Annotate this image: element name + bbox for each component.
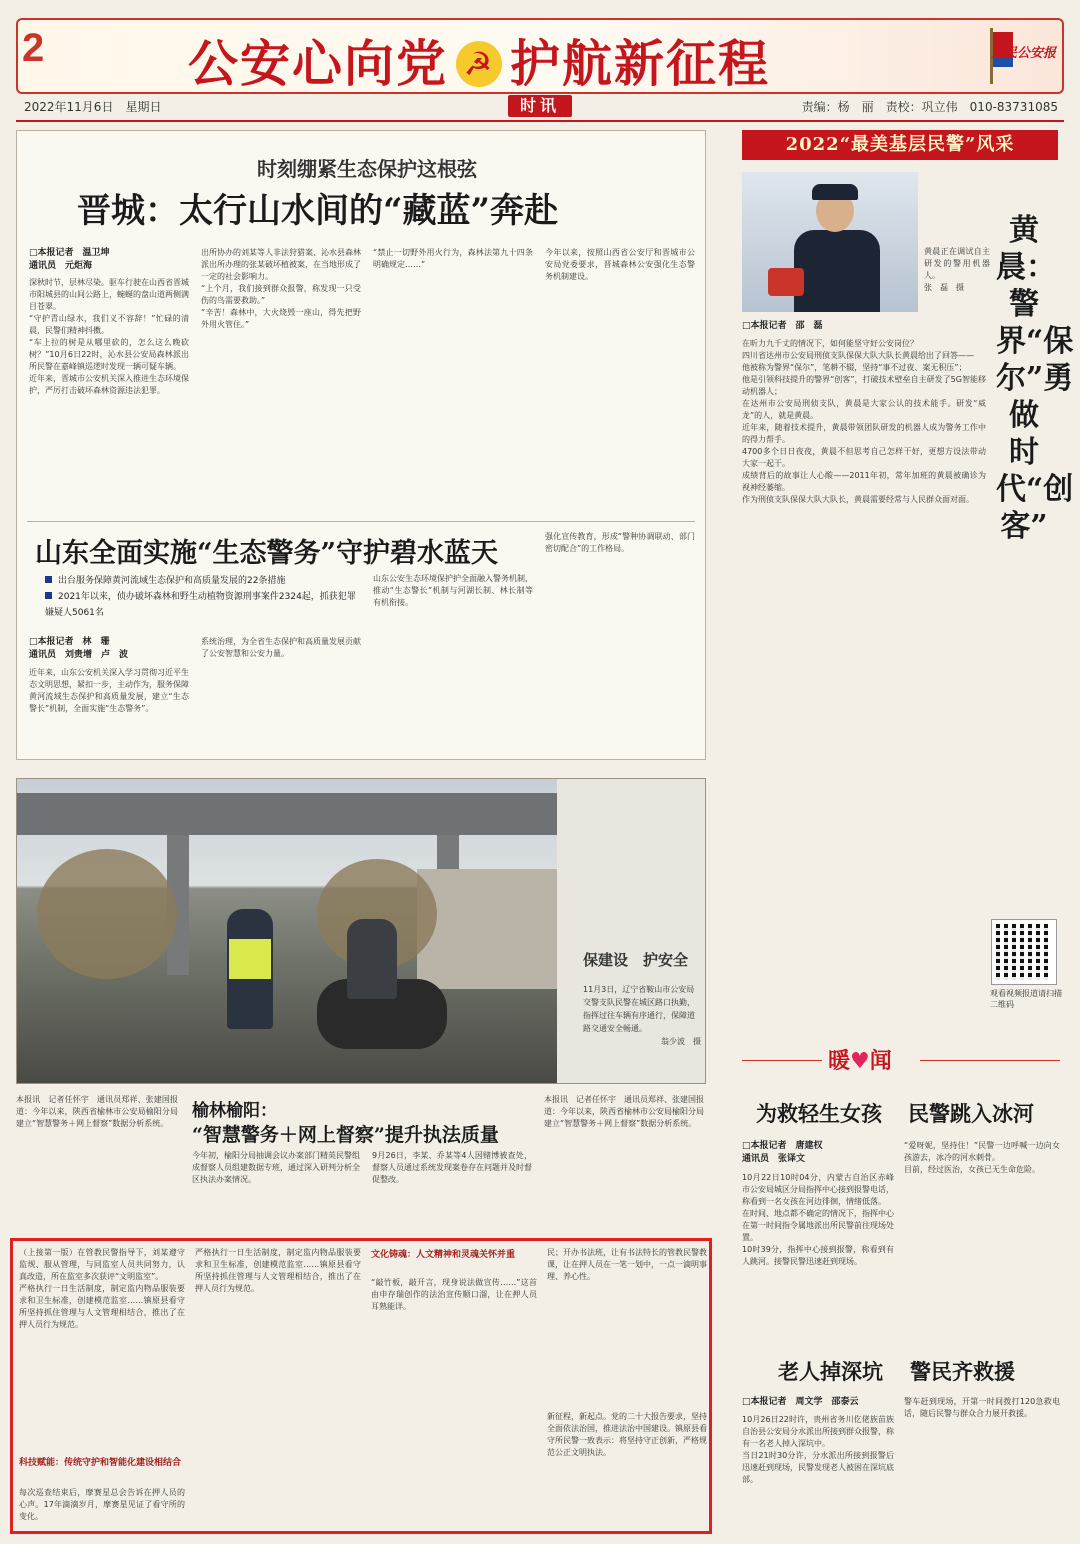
lead-paragraph: “车上拉的树是从哪里砍的，怎么这么晚砍树？”10月6日22时，沁水县公安局森林派出所民警在嘉峰镇巡逻时发现一辆可疑车辆。 [29,338,189,371]
heart-icon: ♥ [850,1048,870,1074]
shandong-column-2: 系统治理，为全省生态保护和高质量发展贡献了公安智慧和公安力量。 [201,637,361,658]
yulin-kicker: 榆林榆阳： [192,1101,277,1121]
right-story-body: 在昕力九千丈的情况下，如何能坚守好公安岗位？ 四川省达州市公安局刑侦支队保保大队大队长黄晨给出了回答—— 他被称为警界“保尔”，笔耕不辍，坚持“事不过夜、案无积压”； 他是引领科技提升的警界“创客”，打破技术壁垒自主研发了5G智能移动机器人； 在达州市公安局刑侦支队，黄晨是大家公认的技术能手。研发“威龙”的人，就是黄晨。 近年来，随着技术提升，黄晨带领团队研发的机器人成为警务工作中的得力帮手。 4700多个日日夜夜，黄晨不但思考自己怎样干好，更想方设法带动大家一起干。 成绩背后的故事让人心酸——2011年初，常年加班的黄晨被确诊为视神经萎缩。 作为刑侦支队保保大队大队长，黄晨需要经常与人民群众面对面。 [742,339,986,504]
lead-paragraph: 今年以来，按照山西省公安厅和晋城市公安局党委要求，晋城森林公安强化生态警务机制建设。 [545,248,695,281]
masthead-banner [16,18,1064,94]
lead-headline: 晋城：太行山水间的“藏蓝”奔赴 [77,191,559,231]
photo-caption-title: 保建设 护安全 [583,951,689,969]
robot-icon [768,268,804,296]
photo-caption: 11月3日，辽宁省鞍山市公安局交警支队民警在城区路口执勤，指挥过往车辆有序通行，保障道路交通安全畅通。 翁少波 摄 [583,985,701,1046]
lead-byline: □本报记者 温卫坤 通讯员 元炬海 [29,248,110,271]
shandong-bullet: 2021年以来，侦办破坏森林和野生动植物资源刑事案件2324起，抓获犯罪嫌疑人5061名 [45,592,356,618]
lead-kicker: 时刻绷紧生态保护这根弦 [257,157,477,181]
redbox-subhead-tech: 科技赋能：传统守护和智能化建设相结合 [19,1458,182,1468]
party-emblem-icon: ☭ [456,41,502,87]
shandong-column-1: 近年来，山东公安机关深入学习贯彻习近平生态文明思想，紧扣一步，主动作为，服务保障黄河流域生态保护和高质量发展，建立“生态警长”机制，全面实施“生态警务”。 [29,668,189,713]
section-tab: 时讯 [508,95,572,117]
issue-date: 2022年11月6日 星期日 [24,100,162,114]
right-vertical-headline: 黄晨：警界“保尔”勇做时代“创客” [996,213,1074,544]
lead-paragraph: 近年来，晋城市公安机关深入推进生态环境保护，严厉打击破坏森林资源违法犯罪。 [29,374,189,395]
publisher-logo: 人民公安报 [990,46,1056,61]
redbox-column-2: 严格执行一日生活制度，制定监内物品服装要求和卫生标准，创建模范监室……镇原县看守所坚持抓住管理与人文管理相结合，推出了在押人员行为规范。 [195,1248,361,1293]
masthead-title-right: 护航新征程 [510,34,770,93]
story1-headline-left: 为救轻生女孩 [756,1101,882,1126]
shandong-column-4: 强化宣传教育，形成“警种协调联动、部门密切配合”的工作格局。 [545,532,695,553]
yulin-column-3: 9月26日，李某、乔某等4人因赌博被查处，督察人员通过系统发现案卷存在问题并及时督促整改。 [372,1151,532,1184]
redbox-column-1: （上接第一版）在管教民警指导下，刘某遵守监规、服从管理，与同监室人员共同努力，认真改造，所在监室多次获评“文明监室”。 严格执行一日生活制度，制定监内物品服装要求和卫生标准，创建模范监室……镇原县看守所坚持抓住管理与人文管理相结合，推出了在押人员行为规范。 [19,1248,185,1329]
bullet-square-icon [45,592,52,599]
shandong-bullet: 出台服务保障黄河流域生态保护和高质量发展的22条措施 [45,573,357,589]
lead-paragraph: “禁止一切野外用火行为，森林法第九十四条明确规定……” [373,248,533,269]
redbox-column-4: 民；开办书法班，让有书法特长的管教民警教课，让在押人员在一笔一划中，一点一滴明事理、养心性。 [547,1248,707,1281]
masthead-title-left: 公安心向党 [188,34,448,93]
masthead-title [188,24,848,94]
shandong-headline: 山东全面实施“生态警务”守护碧水蓝天 [35,538,499,569]
huang-chen-portrait [742,172,918,312]
story2-column-1: 10月26日22时许，贵州省务川仡佬族苗族自治县公安局分水派出所接到群众报警，称有一名老人掉入深坑中。 当日21时30分许，分水派出所接到报警后迅速赶到现场，民警发现老人被困在深坑底部。 [742,1415,894,1484]
shandong-column-3: 山东公安生态环境保护护全面融入警务机制，推动“生态警长”机制与河湖长制、林长制等有机衔接。 [373,574,533,607]
yulin-headline: “智慧警务＋网上督察”提升执法质量 [192,1124,499,1146]
lead-column-2 [201,247,361,513]
story2-column-2: 警车赶到现场，开第一时间拨打120急救电话，随后民警与群众合力展开救援。 [904,1397,1060,1418]
traffic-police-photo [16,778,706,1084]
shandong-bullets [45,573,357,621]
yulin-column-1: 本报讯 记者任怀宇 通讯员郑祥、张建国报道：今年以来，陕西省榆林市公安局榆阳分局建立“智慧警务＋网上督察”数据分析系统。 [16,1095,178,1128]
yulin-column-4: 本报讯 记者任怀宇 通讯员郑祥、张建国报道：今年以来，陕西省榆林市公安局榆阳分局建立“智慧警务＋网上督察”数据分析系统。 [544,1095,704,1128]
lead-column-4 [545,247,695,513]
best-police-banner: 2022“最美基层民警”风采 [742,130,1058,160]
story1-byline: □本报记者 唐建权 通讯员 张译文 [742,1141,823,1164]
lead-paragraph: “上个月，我们接到群众报警，称发现一只受伤的鸟需要救助。” [201,284,361,305]
page-number: 2 [22,26,45,70]
lead-column-1 [29,277,189,513]
qr-code-icon[interactable] [992,920,1056,984]
lead-paragraph: 出所协办的刘某等人非法狩猎案、沁水县森林派出所办理的张某破坏植被案，在当地形成了一定的社会影响力。 [201,248,361,281]
yulin-story [16,1090,706,1230]
lead-paragraph: “辛苦！森林中，大火烧毁一座山，得先把野外用火管住。” [201,308,361,329]
portrait-caption: 黄晨正在调试自主研发的警用机器人。 张 磊 摄 [924,247,990,292]
story1-column-2: “爱呀妮，坚持住！”民警一边呼喊一边向女孩游去，冰冷的河水刺骨。 目前，经过医治，女孩已无生命危险。 [904,1141,1060,1174]
yulin-column-2: 今年初，榆阳分局抽调会议办案部门精英民警组成督察人员组建数据专班，通过深入研判分析全区执法办案情况。 [192,1151,360,1184]
redbox-column-3: “敲竹板，敲开言，现身说法做宣传……”这首由申存瑞创作的法治宣传顺口溜，让在押人员耳熟能详。 [371,1278,537,1311]
lead-story-box [16,130,706,760]
story2-headline-left: 老人掉深坑 [778,1359,883,1384]
story-divider [27,521,695,522]
redbox-column-1b: 每次巡查结束后，摩赛星总会告诉在押人员的心声。17年滴滴岁月，摩赛星见证了看守所的变化。 [19,1488,185,1521]
story2-byline: □本报记者 周文学 邵泰云 [742,1397,859,1407]
lead-paragraph: “守护青山绿水，我们义不容辞！”忙碌的清晨，民警们精神抖擞。 [29,314,189,335]
bullet-square-icon [45,576,52,583]
story2-headline-right: 警民齐救援 [910,1359,1015,1384]
right-byline: □本报记者 邵 磊 [742,321,823,331]
shandong-byline: □本报记者 林 珊 通讯员 刘贵增 卢 波 [29,637,129,660]
qr-caption: 观看视频报道请扫描二维码 [990,989,1062,1009]
story1-headline-right: 民警跳入冰河 [908,1101,1034,1126]
redbox-column-4b: 新征程，新起点。党的二十大报告要求，坚持全面依法治国，推进法治中国建设。镇原县看守所民警一致表示：将坚持守正创新，严格规范公正文明执法。 [547,1412,707,1457]
highlighted-article [10,1238,712,1534]
header-rule [16,120,1064,122]
redbox-subhead-culture: 文化铸魂：人文精神和灵魂关怀并重 [371,1250,516,1260]
warm-news-label: 暖♥闻 [828,1048,892,1074]
lead-column-3 [373,247,533,513]
editor-credits: 责编：杨 丽 责校：巩立伟 010-83731085 [801,100,1058,114]
lead-paragraph: 深秋时节，层林尽染。驱车行驶在山西省晋城市阳城县的山间公路上，蜿蜒的盘山道两侧满目苍翠。 [29,278,189,311]
story1-column-1: 10月22日10时04分，内蒙古自治区赤峰市公安局城区分局指挥中心接到报警电话，称看到一名女孩在河边徘徊，情绪低落。 在时间、地点都不确定的情况下，指挥中心在第一时间指令属地派出所民警前往现场处置。 10时39分，指挥中心接到报警，称看到有人跳河。接警民警迅速赶到现场。 [742,1173,894,1266]
photo-credit: 翁少波 摄 [661,1037,701,1046]
